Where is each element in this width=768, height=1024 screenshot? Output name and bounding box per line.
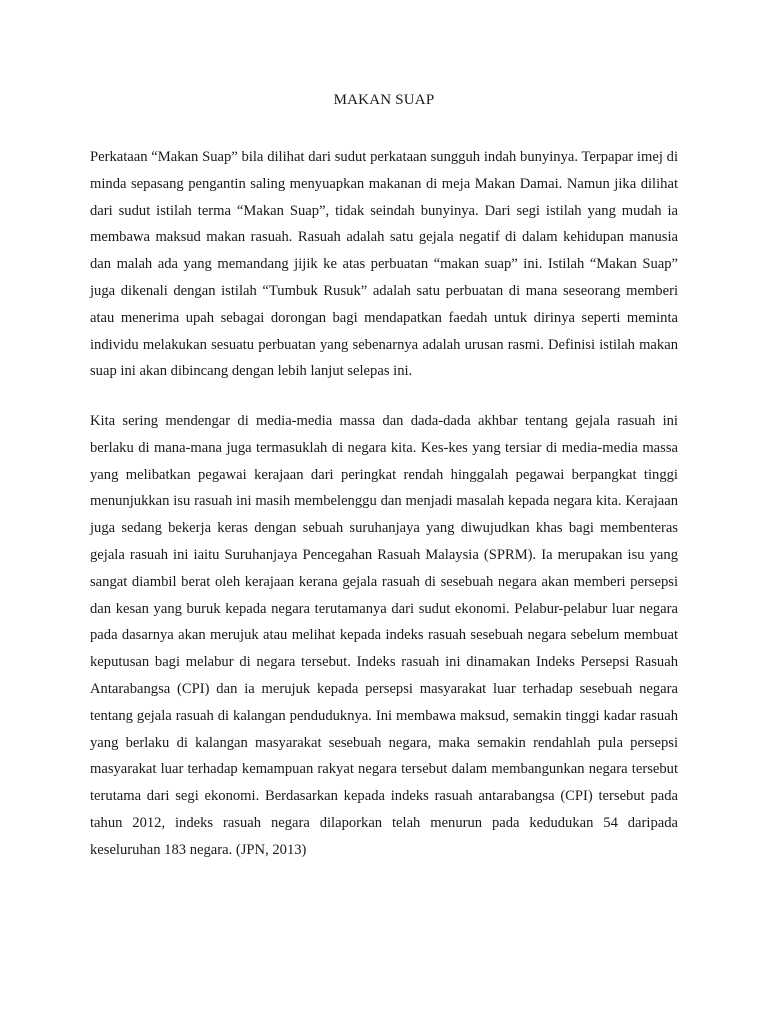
document-title: MAKAN SUAP [333, 92, 435, 108]
paragraph-corruption-index: Kita sering mendengar di media-media massa dan dada-dada akhbar tentang gejala rasuah ini berlaku di mana-mana juga termasuklah di negara kita. Kes-kes yang tersiar di media-media massa yang melibatkan pegawai kerajaan dari peringkat rendah hinggalah pegawai berpangkat tinggi menunjukkan isu rasuah ini masih membelenggu dan menjadi masalah kepada negara kita. Kerajaan juga sedang bekerja keras dengan sebuah suruhanjaya yang diwujudkan khas bagi membenteras gejala rasuah ini iaitu Suruhanjaya Pencegahan Rasuah Malaysia (SPRM). Ia merupakan isu yang sangat diambil berat oleh kerajaan kerana gejala rasuah di sesebuah negara akan memberi persepsi dan kesan yang buruk kepada negara terutamanya dari sudut ekonomi. Pelabur-pelabur luar negara pada dasarnya akan merujuk atau melihat kepada indeks rasuah sesebuah negara sebelum membuat keputusan bagi melabur di negara tersebut. Indeks rasuah ini dinamakan Indeks Persepsi Rasuah Antarabangsa (CPI) dan ia merujuk kepada persepsi masyarakat luar terhadap sesebuah negara tentang gejala rasuah di kalangan penduduknya. Ini membawa maksud, semakin tinggi kadar rasuah yang berlaku di kalangan masyarakat sesebuah negara, maka semakin rendahlah pula persepsi masyarakat luar terhadap kemampuan rakyat negara tersebut dalam membangunkan negara tersebut terutama dari segi ekonomi. Berdasarkan kepada indeks rasuah antarabangsa (CPI) tersebut pada tahun 2012, indeks rasuah negara dilaporkan telah menurun pada kedudukan 54 daripada keseluruhan 183 negara. (JPN, 2013) [90, 413, 678, 858]
paragraph-intro: Perkataan “Makan Suap” bila dilihat dari sudut perkataan sungguh indah bunyinya. Terpapar imej di minda sepasang pengantin saling menyuapkan makanan di meja Makan Damai. Namun jika dilihat dari sudut istilah terma “Makan Suap”, tidak seindah bunyinya. Dari segi istilah yang mudah ia membawa maksud makan rasuah. Rasuah adalah satu gejala negatif di dalam kehidupan manusia dan malah ada yang memandang jijik ke atas perbuatan “makan suap” ini. Istilah “Makan Suap” juga dikenali dengan istilah “Tumbuk Rusuk” adalah satu perbuatan di mana seseorang memberi atau menerima upah sebagai dorongan bagi mendapatkan faedah untuk dirinya seperti meminta individu melakukan sesuatu perbuatan yang sebenarnya adalah urusan rasmi. Definisi istilah makan suap ini akan dibincang dengan lebih lanjut selepas ini. [90, 149, 678, 380]
